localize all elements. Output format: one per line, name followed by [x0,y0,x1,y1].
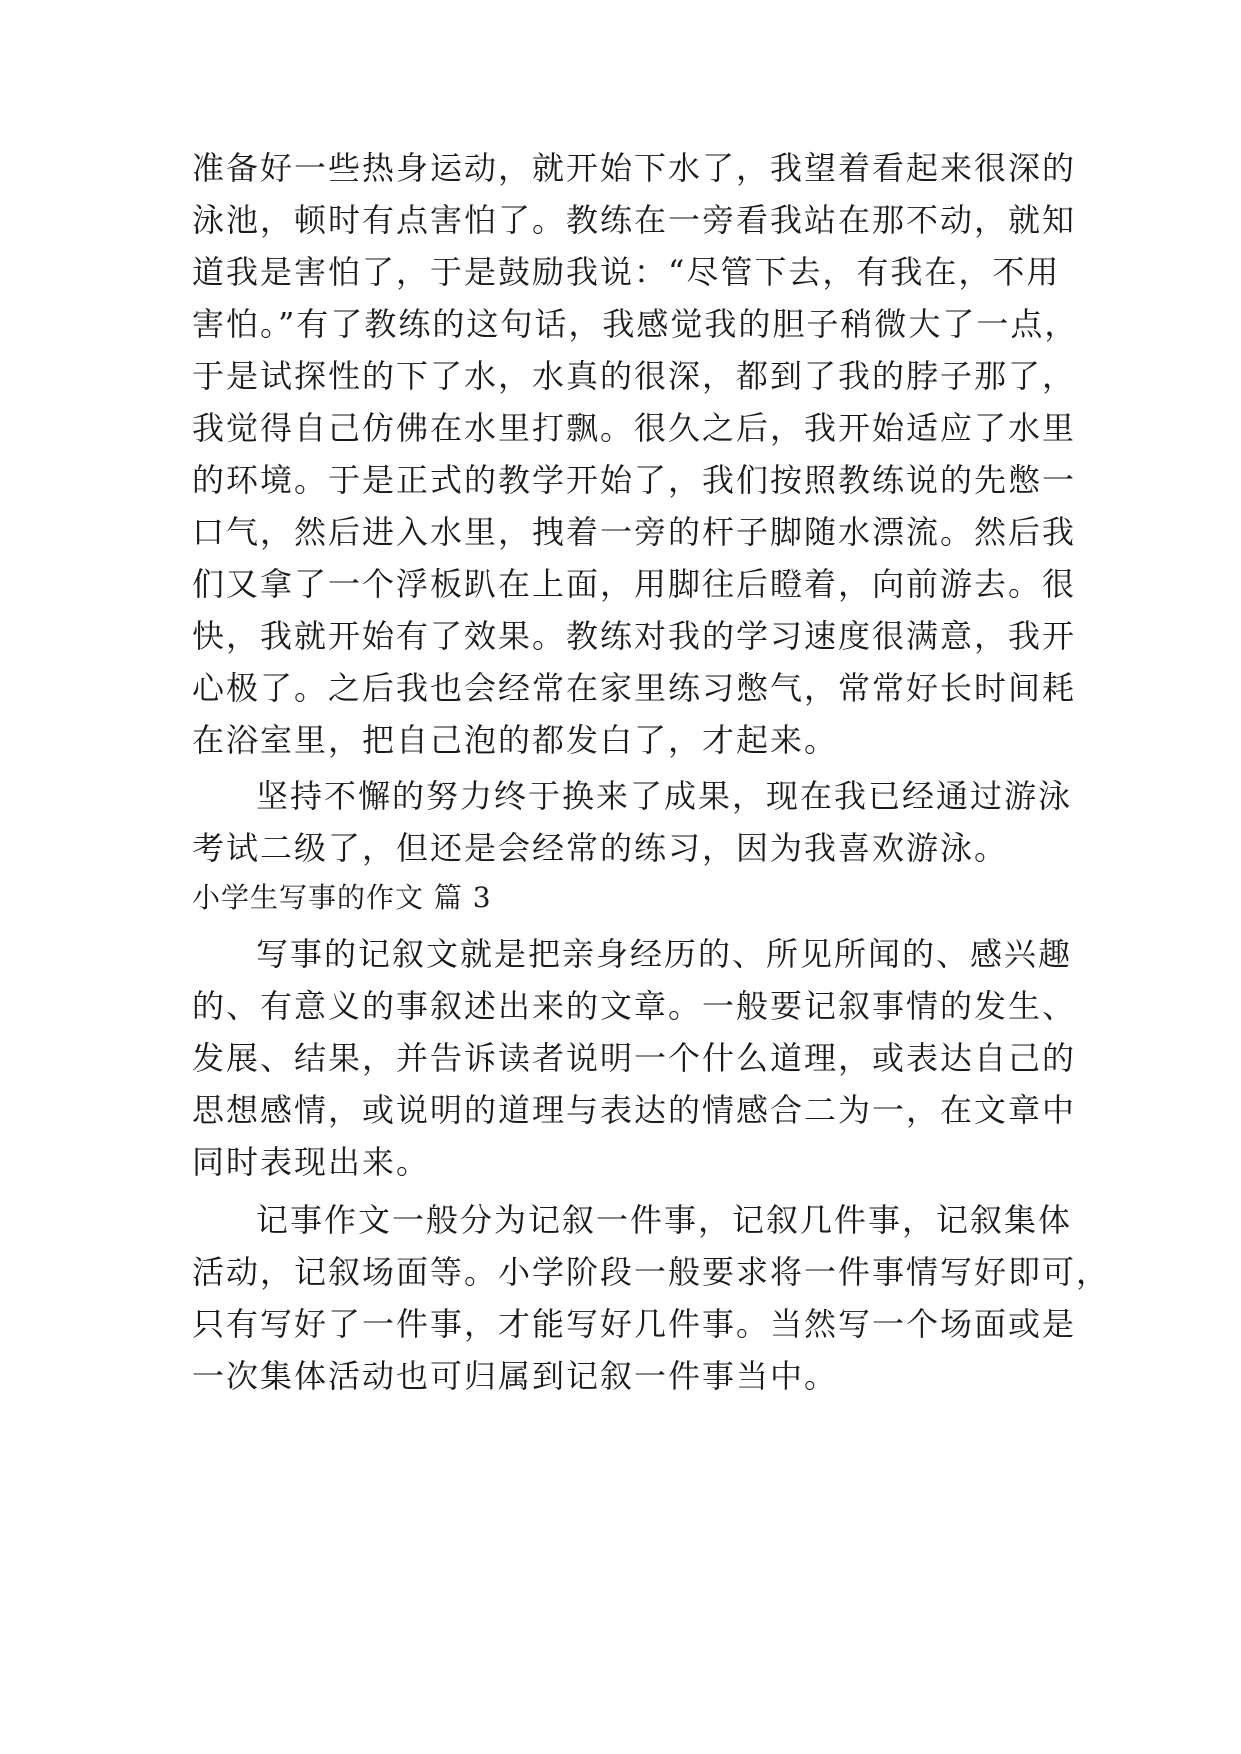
paragraph-1-line-8: 口气，然后进入水里，拽着一旁的杆子脚随水漂流。然后我 [192,513,1077,551]
paragraph-1-line-2: 泳池，顿时有点害怕了。教练在一旁看我站在那不动，就知 [192,201,1077,239]
paragraph-1-line-1: 准备好一些热身运动，就开始下水了，我望着看起来很深的 [192,149,1077,187]
paragraph-1-line-5: 于是试探性的下了水，水真的很深，都到了我的脖子那了， [192,357,1077,395]
paragraph-2-line-2: 考试二级了，但还是会经常的练习，因为我喜欢游泳。 [192,829,1009,867]
paragraph-3-line-1: 写事的记叙文就是把亲身经历的、所见所闻的、感兴趣 [256,935,1073,973]
paragraph-4-line-2: 活动，记叙场面等。小学阶段一般要求将一件事情写好即可， [192,1253,1111,1291]
paragraph-1-line-10: 快，我就开始有了效果。教练对我的学习速度很满意，我开 [192,617,1077,655]
paragraph-4-line-1: 记事作文一般分为记叙一件事，记叙几件事，记叙集体 [256,1201,1073,1239]
paragraph-1-line-4: 害怕。”有了教练的这句话，我感觉我的胆子稍微大了一点， [192,305,1079,343]
section-heading: 小学生写事的作文 篇 3 [192,881,492,914]
paragraph-1-line-9: 们又拿了一个浮板趴在上面，用脚往后瞪着，向前游去。很 [192,565,1077,603]
paragraph-1-line-6: 我觉得自己仿佛在水里打飘。很久之后，我开始适应了水里 [192,409,1077,447]
paragraph-3-line-2: 的、有意义的事叙述出来的文章。一般要记叙事情的发生、 [192,987,1077,1025]
paragraph-3-line-3: 发展、结果，并告诉读者说明一个什么道理，或表达自己的 [192,1039,1077,1077]
paragraph-1-line-12: 在浴室里，把自己泡的都发白了，才起来。 [192,721,839,759]
paragraph-3-line-5: 同时表现出来。 [192,1143,431,1181]
paragraph-2-line-1: 坚持不懈的努力终于换来了成果，现在我已经通过游泳 [256,777,1073,815]
paragraph-4-line-4: 一次集体活动也可归属到记叙一件事当中。 [192,1357,839,1395]
paragraph-1-line-7: 的环境。于是正式的教学开始了，我们按照教练说的先憋一 [192,461,1077,499]
paragraph-1-line-3: 道我是害怕了，于是鼓励我说：“尽管下去，有我在，不用 [192,253,1061,291]
paragraph-4-line-3: 只有写好了一件事，才能写好几件事。当然写一个场面或是 [192,1305,1077,1343]
paragraph-3-line-4: 思想感情，或说明的道理与表达的情感合二为一，在文章中 [192,1091,1077,1129]
paragraph-1-line-11: 心极了。之后我也会经常在家里练习憋气，常常好长时间耗 [192,669,1077,707]
